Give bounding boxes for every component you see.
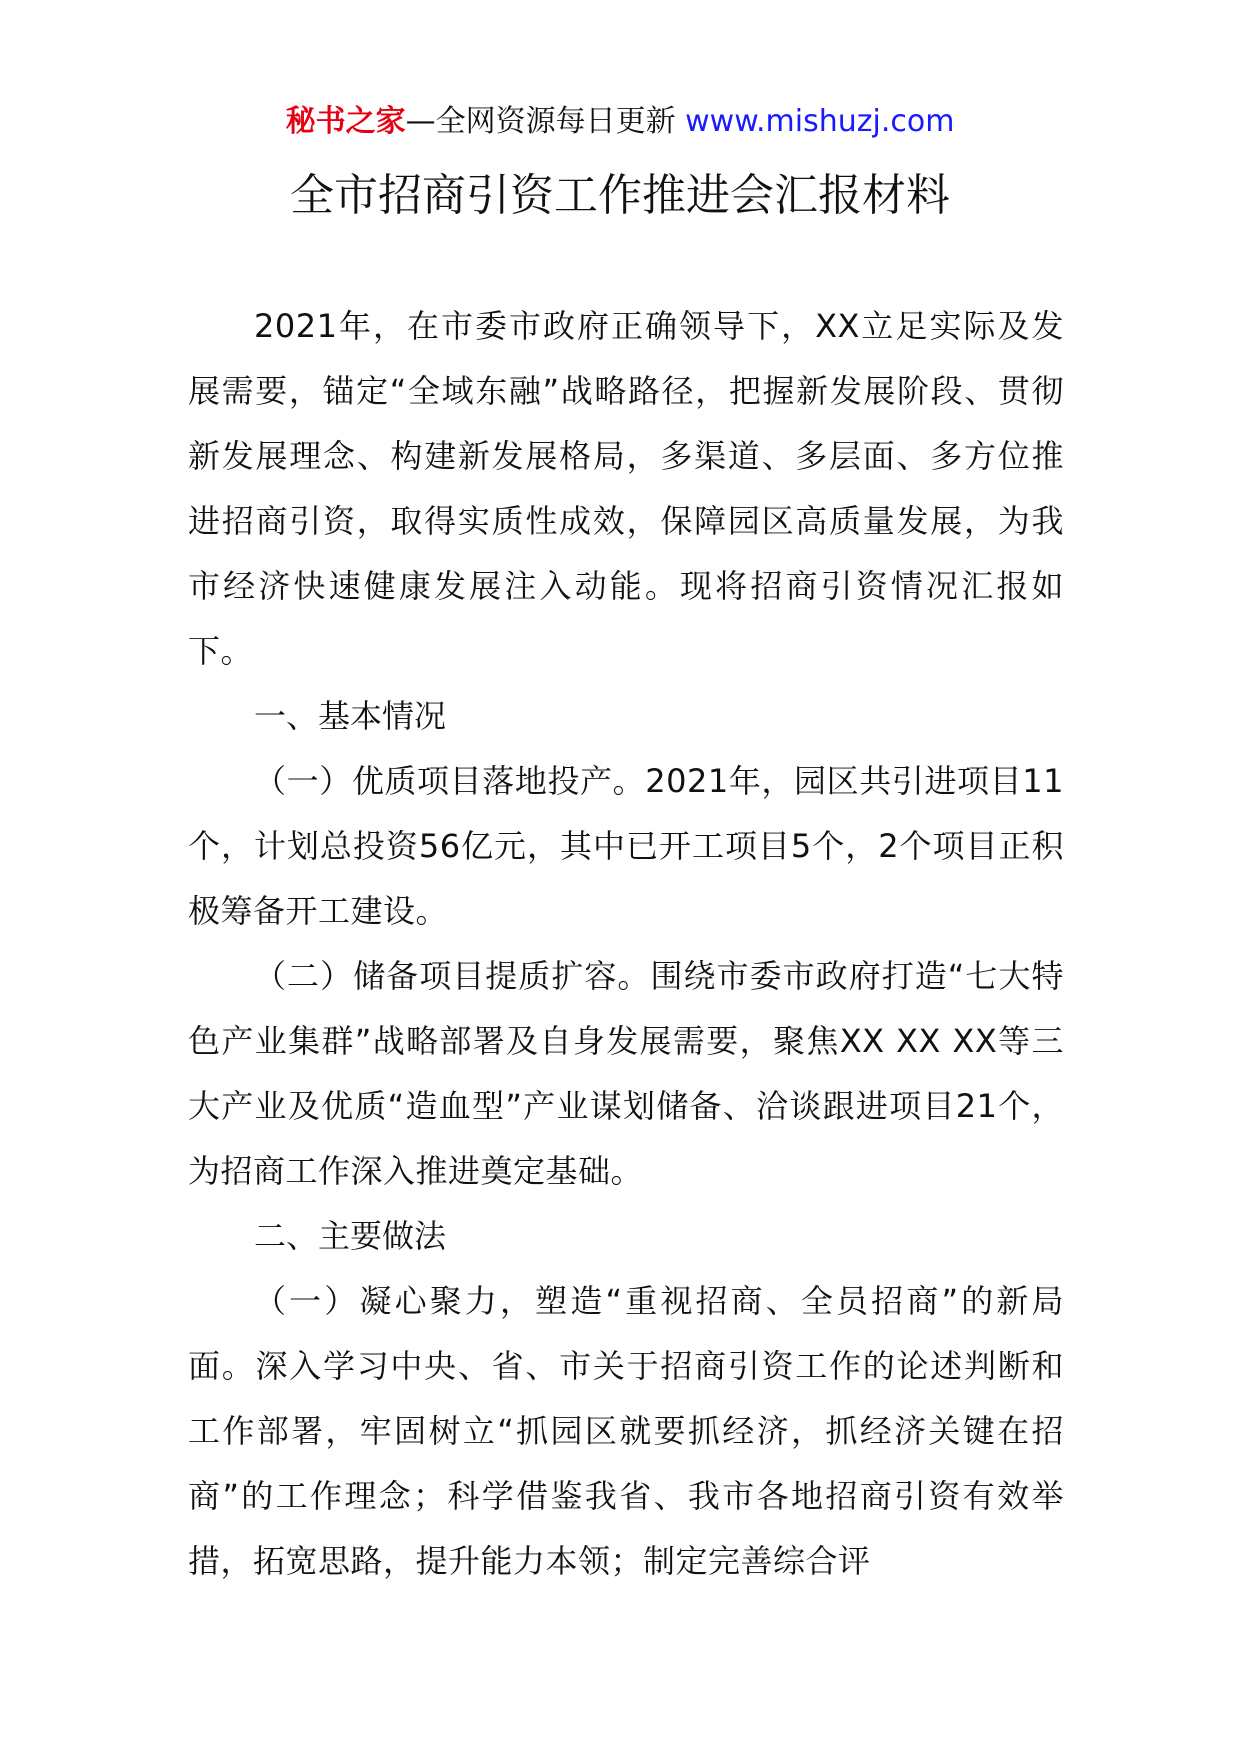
site-header (0, 102, 1240, 142)
body-paragraph: （二）储备项目提质扩容。围绕市委市政府打造“七大特色产业集群”战略部署及自身发展需要，聚焦XX XX XX等三大产业及优质“造血型”产业谋划储备、洽谈跟进项目21个，为招商工作深入推进奠定基础。 (188, 957, 1064, 1190)
section-heading-basic: 一、基本情况 (254, 697, 447, 735)
body-paragraph: （一）优质项目落地投产。2021年，园区共引进项目11个，计划总投资56亿元，其中已开工项目5个，2个项目正积极筹备开工建设。 (188, 762, 1064, 930)
intro-paragraph: 2021年，在市委市政府正确领导下，XX立足实际及发展需要，锚定“全域东融”战略路径，把握新发展阶段、贯彻新发展理念、构建新发展格局，多渠道、多层面、多方位推进招商引资，取得实质性成效，保障园区高质量发展，为我市经济快速健康发展注入动能。现将招商引资情况汇报如下。 (188, 307, 1064, 670)
site-url-link[interactable]: www.mishuzj.com (685, 104, 955, 139)
document-title: 全市招商引资工作推进会汇报材料 (290, 170, 950, 221)
site-tagline: —全网资源每日更新 (405, 104, 686, 139)
site-brand: 秘书之家 (285, 104, 406, 139)
body-paragraph: （一）凝心聚力，塑造“重视招商、全员招商”的新局面。深入学习中央、省、市关于招商引资工作的论述判断和工作部署，牢固树立“抓园区就要抓经济，抓经济关键在招商”的工作理念；科学借鉴我省、我市各地招商引资有效举措，拓宽思路，提升能力本领；制定完善综合评 (188, 1282, 1064, 1580)
document-body (188, 294, 1064, 1594)
section-heading-methods: 二、主要做法 (254, 1217, 447, 1255)
